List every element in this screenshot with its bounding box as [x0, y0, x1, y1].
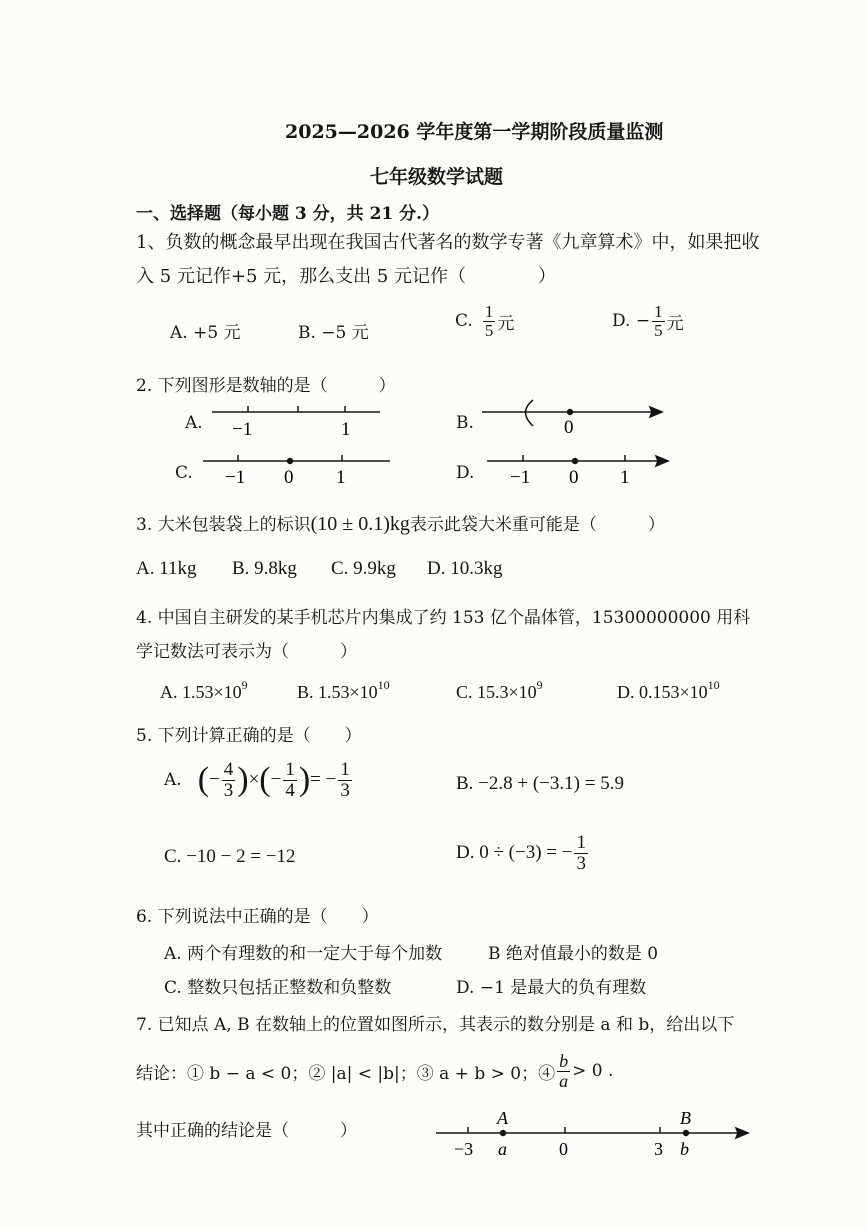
q5-a-label: A. [164, 770, 182, 791]
q7-tick-neg3: −3 [454, 1139, 474, 1159]
q5-option-c: C. −10 − 2 = −12 [164, 846, 296, 867]
q2-stem: 2. 下列图形是数轴的是（ ） [136, 376, 396, 396]
q5-a-sign1: − [209, 769, 220, 791]
q7-line2-pre: 结论：① b − a < 0；② |a| < |b|；③ a + b > 0；④ [136, 1063, 556, 1084]
q5-a-times: × [248, 769, 260, 791]
q7-point-a-dot [500, 1130, 506, 1136]
q2-option-c-label: C. [175, 463, 193, 483]
q5-a-sign2: − [270, 769, 282, 791]
q1-d-unit: 元 [666, 313, 684, 334]
q1-c-num: 1 [484, 302, 494, 321]
q1-c-den: 5 [484, 320, 494, 340]
q3-option-c: C. 9.9kg [331, 558, 396, 579]
q4-option-b [297, 678, 390, 703]
q7-point-b-dot [683, 1130, 689, 1136]
q6-option-b: B 绝对值最小的数是 0 [488, 944, 659, 964]
q7-line1: 7. 已知点 A, B 在数轴上的位置如图所示，其表示的数分别是 a 和 b，给出以下 [136, 1015, 735, 1035]
exam-title: 2025—2026 学年度第一学期阶段质量监测 [285, 121, 664, 143]
q2-c-tick-0: 0 [284, 467, 294, 488]
q5-stem: 5. 下列计算正确的是（ ） [136, 726, 362, 746]
q7-frac-den: a [559, 1070, 569, 1091]
q2-b-tick-0: 0 [564, 417, 574, 438]
q7-point-a-name: A [497, 1108, 508, 1128]
q1-line2: 入 5 元记作+5 元，那么支出 5 元记作（ ） [136, 266, 557, 287]
q4-option-d [617, 678, 720, 703]
q2-b-origin-dot [567, 409, 573, 415]
q5-a-num3: 1 [340, 759, 350, 780]
q5-a-den1: 3 [223, 779, 234, 801]
q2-a-tick-neg1: −1 [232, 419, 253, 440]
q5-d-frac [574, 833, 588, 874]
q2-c-tick-neg1: −1 [225, 467, 246, 488]
q4-c-exp: 9 [536, 678, 543, 692]
q6-option-a: A. 两个有理数的和一定大于每个加数 [164, 944, 443, 964]
q1-line1: 1、负数的概念最早出现在我国古代著名的数学专著《九章算术》中，如果把收 [136, 232, 760, 253]
q4-d-exp: 10 [707, 678, 720, 692]
q5-d-prefix: D. 0 ÷ (−3) = − [456, 842, 573, 864]
q3-stem-post: 表示此袋大米重可能是（ ） [409, 515, 665, 535]
q1-option-b: B. −5 元 [298, 323, 369, 343]
q7-line2-post: > 0 . [572, 1061, 614, 1082]
q7-line3: 其中正确的结论是（ ） [136, 1121, 357, 1141]
q5-d-den: 3 [576, 852, 586, 874]
q2-option-a-label: A. [185, 413, 203, 433]
q2-option-b-label: B. [456, 413, 474, 433]
q1-option-a: A. +5 元 [170, 323, 241, 343]
q7-fraction [557, 1052, 570, 1091]
q2-c-tick-1: 1 [336, 467, 346, 488]
q5-a-frac1 [222, 760, 236, 801]
q7-line2 [136, 1052, 613, 1091]
q2-c-line [203, 455, 390, 461]
q7-frac-num: b [559, 1051, 569, 1071]
q4-a-exp: 9 [241, 678, 248, 692]
q7-tick-3: 3 [654, 1139, 663, 1159]
q4-line2: 学记数法可表示为（ ） [136, 642, 357, 662]
q4-b-base: B. 1.53×10 [297, 682, 378, 702]
q2-a-tick-1: 1 [341, 419, 351, 440]
q4-option-c [456, 678, 543, 703]
q4-b-exp: 10 [377, 678, 390, 692]
q5-a-den3: 3 [340, 779, 350, 801]
q2-c-origin-dot [287, 458, 293, 464]
q5-a-den2: 4 [285, 779, 295, 801]
q1-d-label: D. − [612, 311, 651, 332]
q5-a-num2: 1 [285, 759, 295, 780]
q2-option-d-label: D. [456, 463, 475, 483]
q7-point-a-var: a [498, 1139, 507, 1159]
q2-d-tick-neg1: −1 [510, 467, 531, 488]
q4-d-base: D. 0.153×10 [617, 682, 708, 702]
q5-option-a: A. ( − $\frac{4}{3}$ ) × ( − $\frac{1}{4}$ ) = − $\frac{1}{3}$ [164, 759, 350, 801]
q6-stem: 6. 下列说法中正确的是（ ） [136, 907, 379, 927]
q1-d-den: 5 [654, 320, 663, 340]
q5-option-d [456, 833, 590, 874]
q4-c-base: C. 15.3×10 [456, 682, 537, 702]
q3-stem-pre: 3. 大米包装袋上的标识 [136, 515, 311, 535]
q3-option-d: D. 10.3kg [427, 558, 503, 579]
q7-number-line [436, 1127, 748, 1138]
q4-line1: 4. 中国自主研发的某手机芯片内集成了约 153 亿个晶体管，15300000000 用科 [136, 608, 751, 628]
q7-point-b-var: b [680, 1139, 689, 1159]
q5-a-num1: 4 [223, 759, 234, 780]
q3-option-b: B. 9.8kg [232, 558, 297, 579]
exam-subtitle: 七年级数学试题 [370, 166, 504, 188]
q3-stem-expr: (10 ± 0.1)kg [310, 513, 410, 535]
q3-option-a: A. 11kg [136, 558, 197, 579]
q2-d-origin-dot [572, 458, 578, 464]
q2-d-tick-1: 1 [620, 467, 630, 488]
q5-option-b: B. −2.8 + (−3.1) = 5.9 [456, 773, 624, 794]
q1-c-unit: 元 [497, 313, 515, 334]
q5-a-eq: = − [310, 769, 337, 791]
q1-c-label: C. [455, 311, 473, 332]
q5-a-frac3 [338, 760, 352, 801]
q1-d-num: 1 [654, 302, 663, 321]
q4-option-a [160, 678, 248, 703]
q5-d-num: 1 [576, 832, 586, 853]
q2-d-tick-0: 0 [569, 467, 579, 488]
q6-option-d: D. −1 是最大的负有理数 [456, 978, 647, 998]
q6-option-c: C. 整数只包括正整数和负整数 [164, 978, 392, 998]
q7-tick-0: 0 [559, 1139, 568, 1159]
q7-point-b-name: B [680, 1108, 691, 1128]
q5-a-frac2 [283, 760, 297, 801]
section-heading: 一、选择题（每小题 3 分，共 21 分.） [136, 204, 440, 224]
q4-a-base: A. 1.53×10 [160, 682, 242, 702]
q3-stem [136, 510, 665, 536]
q2-a-line [212, 406, 380, 412]
